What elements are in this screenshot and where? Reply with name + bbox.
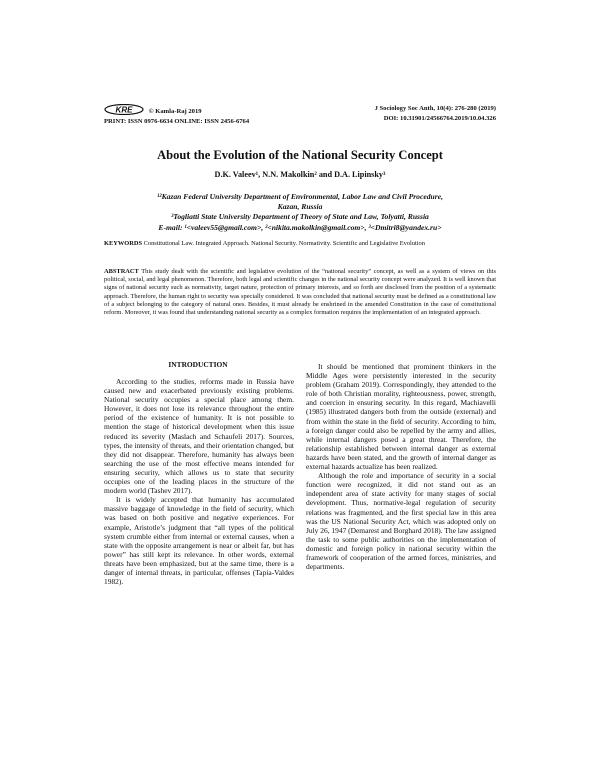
body-column-right	[306, 362, 496, 571]
copyright: © Kamla-Raj 2019	[148, 108, 202, 115]
issn: PRINT: ISSN 0976-6634 ONLINE: ISSN 2456-6764	[104, 118, 250, 125]
affiliation-line: ³Togliatti State University Department of Theory of State and Law, Tolyatti, Russia	[171, 212, 429, 222]
keywords	[104, 240, 496, 248]
kre-logo-icon	[104, 104, 144, 115]
email-line[interactable]: E-mail: ¹<valeev55@gmail.com>, ²<nikita.makolkin@gmail.com>, ³<Dmitri8@yandex.ru>	[158, 222, 442, 232]
abstract-text: This study dealt with the scientific and legislative evolution of the “national security” concept, as well as a system of views on this political, social, and legal phenomenon. Therefore, both legal and scientific changes in the national security concept were analyzed. It is well known that signs of national security such as normativity, target nature, protection of primary interests, and so forth are disclosed from the position of a systematic approach. Therefore, the human right to security was specially considered. It was concluded that national security must be defined as a constitutional law of a subject belonging to the category of natural ones. Besides, it must already be enshrined in the amended Constitution in the case of constitutional reform. Moreover, it was found that understanding national security as a complex formation requires the implementation of an integrated approach.	[104, 268, 496, 317]
paper-title: About the Evolution of the National Security Concept	[157, 148, 443, 162]
introduction-heading: INTRODUCTION	[168, 360, 228, 369]
body-column-left	[104, 377, 294, 586]
doi-link[interactable]: DOI: 10.31901/24566764.2019/10.04.326	[383, 115, 496, 122]
abstract	[104, 268, 496, 317]
affiliations	[100, 192, 500, 233]
abstract-label: ABSTRACT	[104, 268, 139, 275]
paragraph: According to the studies, reforms made in Russia have caused new and exacerbated previously existing problems. National security occupies a special place among them. However, it does not lose its relevance throughout the entire period of the existence of humanity. It is not possible to mention the stage of historical development when this issue reduced its severity (Maslach and Schaufeli 2017). Sources, types, the intensity of threats, and their orientation changed, but they did not disappear. Therefore, humanity has always been searching the use of the most effective means intended for ensuring security, which allows us to state that security occupies one of the leading places in the structure of the modern world (Tashev 2017).	[104, 377, 294, 496]
keywords-label: KEYWORDS	[104, 240, 142, 247]
citation: J Sociology Soc Anth, 10(4): 276-280 (2019)	[374, 105, 496, 112]
paragraph: Although the role and importance of security in a social function were recognized, it did not stand out as an independent area of state activity for many stages of social development. Thus, normative-legal regulation of security relations was fragmented, and the first special law in this area was the US National Security Act, which was adopted only on July 26, 1947 (Demarest and Borghard 2018). The law assigned the task to some public authorities on the implementation of domestic and foreign policy in national security within the framework of cooperation of the armed forces, ministries, and departments.	[306, 471, 496, 572]
affiliation-line: Kazan, Russia	[277, 202, 323, 212]
journal-header-left	[104, 104, 249, 127]
affiliation-line: ¹²Kazan Federal University Department of Environmental, Labor Law and Civil Procedure,	[157, 192, 443, 201]
svg-text:KRE: KRE	[115, 105, 133, 115]
authors: D.K. Valeev¹, N.N. Makolkin² and D.A. Lipinsky³	[214, 170, 386, 179]
paragraph: It is widely accepted that humanity has accumulated massive baggage of knowledge in the field of security, which was based on both positive and negative experiences. For example, Aristotle’s judgment that “all types of the political system crumble either from internal or external causes, when a state with the opposite arrangement is near or albeit far, but has power” has still kept its relevance. In other words, external threats have been emphasized, but at the same time, there is a danger of internal threats, in particular, offenses (Tapia-Valdes 1982).	[104, 495, 294, 587]
journal-header-right	[375, 104, 496, 124]
paragraph: It should be mentioned that prominent thinkers in the Middle Ages were persistently interested in the security problem (Graham 2019). Correspondingly, they attended to the role of both Christian morality, righteousness, power, strength, and coercion in ensuring security. In this regard, Machiavelli (1985) illustrated dangers both from the outside (external) and from within the state in the field of security. According to him, a foreign danger could also be repelled by the army and allies, while internal dangers posed a great threat. Therefore, the relationship established between internal danger as external hazards have been stated, and the growth of internal danger as external hazards actualize has been realized.	[306, 362, 496, 472]
keywords-text: Constitutional Law. Integrated Approach. National Security. Normativity. Scientific and Legislative Evolution	[143, 240, 425, 247]
